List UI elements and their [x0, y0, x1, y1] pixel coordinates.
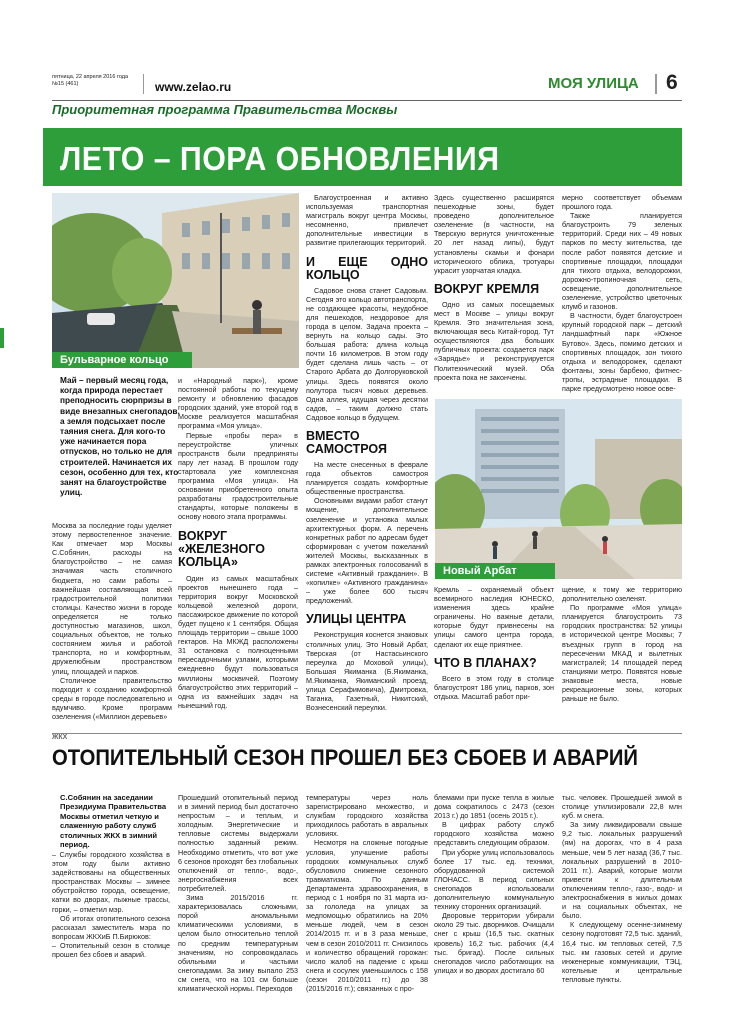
zhkh-col4-paragraph: блемами при пуске тепла в жилые дома сократилось с 2473 (сезон 2013 г.) до 1851 (осень 2015 г.). — [434, 793, 554, 821]
main-title: ЛЕТО – ПОРА ОБНОВЛЕНИЯ — [60, 140, 500, 177]
zhkh-col1-paragraph: – Службы городского хозяйства в этом году были активно задействованы на общественных пространствах Москвы – зимнее обустройство города, освещение, катки во дворах, лыжные трассы, горки, – отметил мэр. — [52, 850, 170, 914]
col1-paragraph: Москва за последние годы уделяет этому первостепенное значение. Как отмечает мэр Москвы С.Собянин, расходы на благоустройство – не самая значимая часть столичного бюджета, но сами работы – важнейшая составляющая всей градостроительной политики столицы. Качество жизни в городе определяется не только доступностью магазинов, школ, социальных объектов, не только состоянием жилья и работой транспорта, но и комфортным, дружелюбным пространством улиц, площадей и парков. — [52, 521, 172, 676]
zhkh-col5-paragraph: тыс. человек. Прошедшей зимой в столице утилизировали 22,8 млн куб. м снега. — [562, 793, 682, 821]
issue-date: пятница, 22 апреля 2016 года — [52, 74, 129, 80]
zhkh-label: ЖКХ — [52, 734, 68, 741]
col4-top — [434, 193, 554, 382]
zhkh-col3 — [306, 793, 428, 993]
zhkh-rule — [52, 733, 682, 734]
heading-samostroy: ВМЕСТО САМОСТРОЯ — [306, 428, 387, 456]
heading-plany: ЧТО В ПЛАНАХ? — [434, 655, 537, 670]
heading-zhelezno: ВОКРУГ «ЖЕЛЕЗНОГО КОЛЬЦА» — [178, 528, 265, 569]
zhkh-col5-paragraph-3: К следующему осенне-зимнему сезону подготовят 72,5 тыс. зданий, 16,4 тыс. км тепловых сетей, 7,5 тыс. км газовых сетей и другие инженерные коммуникации, ТЭЦ, котельные и центральные тепловые пункты. — [562, 920, 682, 984]
heading-koltso: И ЕЩЕ ОДНО КОЛЬЦО — [306, 254, 428, 282]
zhkh-col2-paragraph: Прошедший отопительный период и в зимний период был достаточно непростым – и теплым, и холодным. Энергетические и тепловые системы выдержали полностью заданный режим. Необходимо отметить, что вот уже 6 сезонов проходят без глобальных отключений от тепло-, водо-, энергоснабжения всех потребителей. — [178, 793, 298, 893]
col2-paragraph-3: Один из самых масштабных проектов нынешнего года – территория вокруг Московской кольцевой железной дороги, пассажирское движение по которой будет пущено к 1 сентября. Общая площадь территории – свыше 1000 гектаров. На МКЖД расположены 31 остановка с полноценными пересадочными узлами, которыми ежедневно будут пользоваться миллионы москвичей. Поэтому благоустройство этих территорий – одна из важнейших задач на нынешний год. — [178, 573, 298, 710]
col5-paragraph-5: По программе «Моя улица» планируется благоустроить 73 городских пространства: 52 улицы в исторической центре Москвы; 7 въездных групп в город на пересечении МКАД и вылетных магистралей; 14 площадей перед станциями метро. Появятся новые знаковые места, новые рекреационные зоны, которых раньше не было. — [562, 603, 682, 704]
heading-kreml: ВОКРУГ КРЕМЛЯ — [434, 281, 540, 296]
program-subtitle: Приоритетная программа Правительства Москвы — [52, 102, 398, 117]
col5-bottom — [562, 585, 682, 703]
zhkh-col1-paragraph-3: – Отопительный сезон в столице прошел без сбоев и аварий. — [52, 940, 170, 960]
col3-paragraph-4: Основными видами работ станут мощение, дополнительное озеленение и установка малых архитектурных форм. А перечень конкретных работ по адресам будет сформирован с учетом пожеланий жителей Москвы, высказанных в рамках электронных голосований в системе «Активный гражданин». В «копилке» «Активного гражданина» – уже более 600 тысяч предложений. — [306, 496, 428, 606]
heading-ulitsy: УЛИЦЫ ЦЕНТРА — [306, 612, 407, 627]
col3-paragraph-5: Реконструкция коснется знаковых столичных улиц. Это Новый Арбат, Тверская (от Настасьинского переулка до Моховой улицы), Большая Якиманка (Б.Якиманка, М.Якиманка, Якиманский проезд, улица Серафимовича), Дмитровка, Таганка, Газетный, Никитский, Вознесенский переулки. — [306, 630, 428, 713]
zhkh-col4-paragraph-3: При уборке улиц использовалось более 17 тыс. ед. техники, оборудованной системой ГЛОНАСС. В период сильных снегопадов использовали дополнительную коммунальную технику сторонних организаций. — [434, 847, 554, 912]
zhkh-title: ОТОПИТЕЛЬНЫЙ СЕЗОН ПРОШЕЛ БЕЗ СБОЕВ И АВАРИЙ — [52, 745, 638, 770]
zhkh-col1 — [52, 850, 170, 959]
col4-bottom — [434, 585, 554, 701]
col1-paragraph-2: Столичное правительство подходит к созданию комфортной среды в городе последовательно и вдумчиво. Кроме программ озеленения («Миллион деревьев» — [52, 675, 172, 721]
col4-paragraph-2: Одно из самых посещаемых мест в Москве – улицы вокруг Кремля. Это значительная зона, включающая весь Китай-город. Тут осуществляются два больших публичных проекта: создается парк «Зарядье» и реконструируется Политехнический музей. Оба проекта пока не закончены. — [434, 299, 554, 382]
col3-body — [306, 193, 428, 712]
col4-paragraph-4: Всего в этом году в столице благоустроят 186 улиц, парков, зон отдыха. Масштаб работ при- — [434, 673, 554, 701]
page-number: 6 — [666, 71, 678, 94]
zhkh-col1-paragraph-2: Об итогах отопительного сезона рассказал заместитель мэра по вопросам ЖКХиБ П.Бирюков: — [52, 913, 170, 941]
section-title: МОЯ УЛИЦА — [548, 75, 639, 92]
zhkh-col3-paragraph-2: Несмотря на сложные погодные условия, улучшение работы городских коммунальных служб обусловило снижение сезонного травматизма. По данным Департамента здравоохранения, в период с 1 ноября по 31 марта из-за гололеда на улицах за медпомощью обратились на 20% меньше людей, чем в сезон 2014/2015 гг. и в 3 раза меньше, чем в сезон 2010/2011 гг. Снизилось и количество обращений горожан: число жалоб на падение с крыш снега и сосулек уменьшилось с 158 (сезон 2010/2011 гг.) до 38 (2015/2016 гг.); связанных с про- — [306, 838, 428, 993]
zhkh-col4-paragraph-2: В цифрах работу служб городского хозяйства можно представить следующим образом. — [434, 820, 554, 848]
col1-lead — [60, 375, 180, 497]
site-url[interactable]: www.zelao.ru — [155, 80, 232, 94]
col5-paragraph-3: В частности, будет благоустроен крупный городской парк – детский ландшафтный парк «Южное Бутово». Здесь, помимо детских и спортивных площадок, зон тихого отдыха и велодорожек, сделают фонтаны, зоны барбекю, фитнес-тропы, эстрадные площадки. В парке предусмотрено новое осве- — [562, 311, 682, 393]
col3-paragraph-2: Садовое снова станет Садовым. Сегодня это кольцо автотранспорта, не создающее красоты, неудобное для пешеходов, нездоровое для города в целом. Задача проекта – вернуть на кольцо сады. Это большая работа: длина кольца почти 16 километров. В этом году будет сделана лишь часть – от Старого Арбата до Долгоруковской улицы. Здесь появятся около полутора тысяч новых деревьев. Одна аллея, идущая через десятки садов, – таким должно стать Садовое кольцо в будущем. — [306, 285, 428, 422]
margin-mark — [0, 328, 4, 348]
new-arbat-photo — [435, 399, 682, 579]
zhkh-lead: С.Собянин на заседании Президиума Правительства Москвы отметил четкую и слаженную работу служб столичных ЖКХ в зимний период. — [60, 793, 167, 850]
boulevard-photo — [52, 193, 299, 368]
zhkh-col4 — [434, 793, 554, 975]
col1-body — [52, 521, 172, 721]
photo2-caption: Новый Арбат — [435, 563, 555, 579]
header-rule — [52, 100, 682, 101]
zhkh-col5 — [562, 793, 682, 984]
col2-body — [178, 376, 298, 710]
zhkh-col3-paragraph: температуры через ноль зарегистрировано множество, и службам городского хозяйства приходилось работать в авральных условиях. — [306, 793, 428, 839]
page-separator — [655, 74, 657, 94]
col3-paragraph-3: На месте снесенных в феврале года объектов самостроя планируется создать комфортные общественные пространства. — [306, 459, 428, 497]
col3-paragraph: Благоустроенная и активно используемая транспортная магистраль вокруг центра Москвы, несомненно, привлечет дополнительные инвестиции в развитие прилегающих территорий. — [306, 193, 428, 248]
zhkh-col4-paragraph-4: Дворовые территории убирали около 29 тыс. дворников. Очищали снег с крыш (16,5 тыс. скатных кровель) 16,2 тыс. рабочих (4,4 тыс. бригад). После сильных снегопадов число работающих на улицах и во дворах достигало 60 — [434, 911, 554, 975]
issue-meta — [52, 74, 142, 88]
col5-top — [562, 193, 682, 393]
zhkh-col5-paragraph-2: За зиму ликвидировали свыше 9,2 тыс. локальных разрушений (ям) на дорогах, что в 4 раза меньше, чем 5 лет назад (36,7 тыс. локальных разрушений в 2010-2011 гг.). Аварий, которые могли привести к длительным отключениям тепло-, газо-, водо- и электроснабжения в жилых домах и на социальных объектах, не было. — [562, 820, 682, 921]
zhkh-col2-paragraph-2: Зима 2015/2016 гг. характеризовалась сложными, порой аномальными климатическими условиями, в целом было относительно теплой по средним температурным значениям, но сопровождалась обильными и частыми снегопадами. За зиму выпало 253 см снега, что на 101 см больше климатической нормы. Переходов — [178, 893, 298, 993]
col4-paragraph: Здесь существенно расширятся пешеходные зоны, будет проведено дополнительное озеленение (в частности, на Тверскую вернутся уничтоженные 20 лет назад липы), будут установлены скамьи и фонари исторического облика, тротуары украсит узорчатая кладка. — [434, 193, 554, 275]
col2-paragraph: и «Народный парк»), кроме постоянной работы по текущему ремонту и обновлению фасадов городских зданий, уже второй год в Москве реализуется масштабная программа «Моя улица». — [178, 376, 298, 431]
col5-paragraph-2: Также планируется благоустроить 79 зеленых территорий. Среди них – 49 новых парков по месту жительства, где после работ появятся детские и спортивные площадки, площадки для тихого отдыха, велодорожки, дорожно-тропиночная сеть, освещение, дополнительное озеленение, устройство цветочных клумб и газонов. — [562, 211, 682, 312]
lead-paragraph: Май – первый месяц года, когда природа перестает преподносить сюрпризы в виде внезапных снегопадов, а земля подсыхает после таяния снега. Для кого-то уже начинается пора отпусков, но только не для строителей. Начинается их сезон, особенно для тех, кто занят на благоустройстве улиц. — [60, 375, 180, 498]
photo1-caption: Бульварное кольцо — [52, 352, 192, 368]
header-divider — [143, 74, 144, 94]
issue-number: №15 (461) — [52, 81, 79, 87]
col2-paragraph-2: Первые «пробы пера» в переустройстве уличных пространств были предприняты пару лет назад. В прошлом году стартовала уже комплексная программа «Моя улица». На основании приобретенного опыта разработаны градостроительные стандарты, которые положены в основу нового этапа программы. — [178, 430, 298, 522]
col4-paragraph-3: Кремль – охраняемый объект всемирного наследия ЮНЕСКО, изменения здесь крайне ограничены. Но важные детали, которые будут привнесены на улицы самого центра города, сделают их еще приятнее. — [434, 585, 554, 649]
zhkh-col2 — [178, 793, 298, 993]
col5-paragraph: мерно соответствует объемам прошлого года. — [562, 193, 682, 212]
col5-paragraph-4: щение, к тому же территорию дополнительно озеленят. — [562, 585, 682, 604]
zhkh-lead-box — [60, 793, 170, 849]
